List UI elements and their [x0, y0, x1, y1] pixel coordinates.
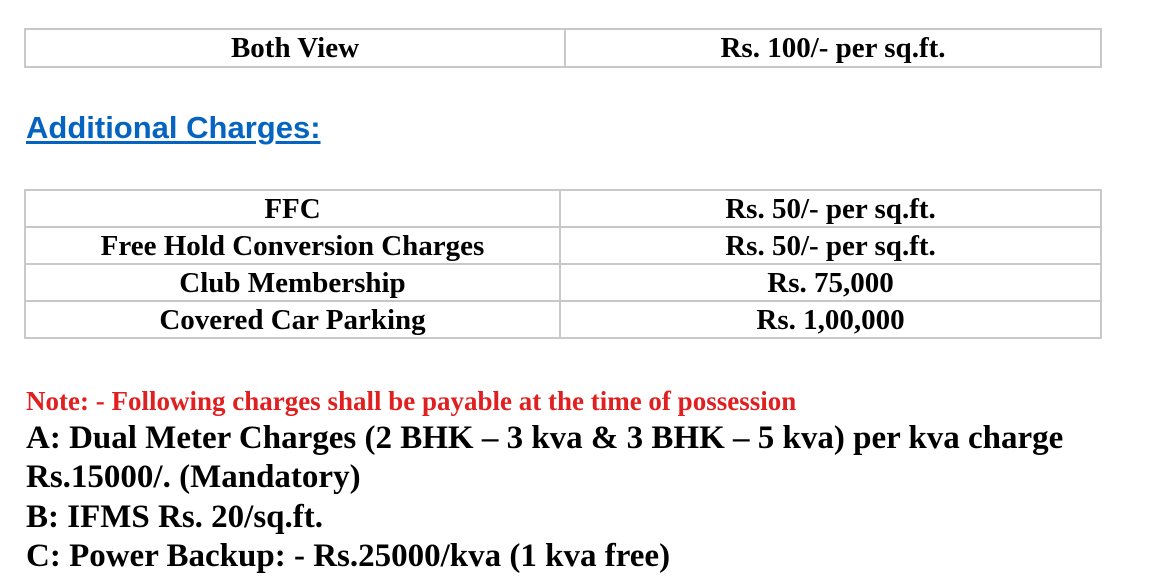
charge-value-cell: Rs. 1,00,000: [560, 301, 1101, 338]
additional-charges-heading[interactable]: Additional Charges:: [26, 110, 321, 145]
table-row: [25, 29, 1101, 67]
charge-label-cell: FFC: [25, 190, 560, 227]
dual-meter-charges-line-continued: Rs.15000/. (Mandatory): [26, 459, 361, 495]
charge-label-cell: Club Membership: [25, 264, 560, 301]
table-row: [25, 264, 1101, 301]
view-type-cell: Both View: [25, 29, 565, 67]
charge-label-cell: Free Hold Conversion Charges: [25, 227, 560, 264]
charge-value-cell: Rs. 50/- per sq.ft.: [560, 190, 1101, 227]
table-row: [25, 190, 1101, 227]
charge-value-cell: Rs. 50/- per sq.ft.: [560, 227, 1101, 264]
dual-meter-charges-line: A: Dual Meter Charges (2 BHK – 3 kva & 3 BHK – 5 kva) per kva charge: [26, 420, 1064, 456]
possession-note: Note: - Following charges shall be payable at the time of possession: [26, 386, 797, 416]
additional-charges-table: [24, 189, 1102, 339]
power-backup-charges-line: C: Power Backup: - Rs.25000/kva (1 kva free): [26, 538, 671, 574]
table-row: [25, 227, 1101, 264]
charge-label-cell: Covered Car Parking: [25, 301, 560, 338]
table-row: [25, 301, 1101, 338]
view-price-cell: Rs. 100/- per sq.ft.: [565, 29, 1101, 67]
view-charges-table: [24, 28, 1102, 68]
ifms-charges-line: B: IFMS Rs. 20/sq.ft.: [26, 499, 324, 535]
charge-value-cell: Rs. 75,000: [560, 264, 1101, 301]
